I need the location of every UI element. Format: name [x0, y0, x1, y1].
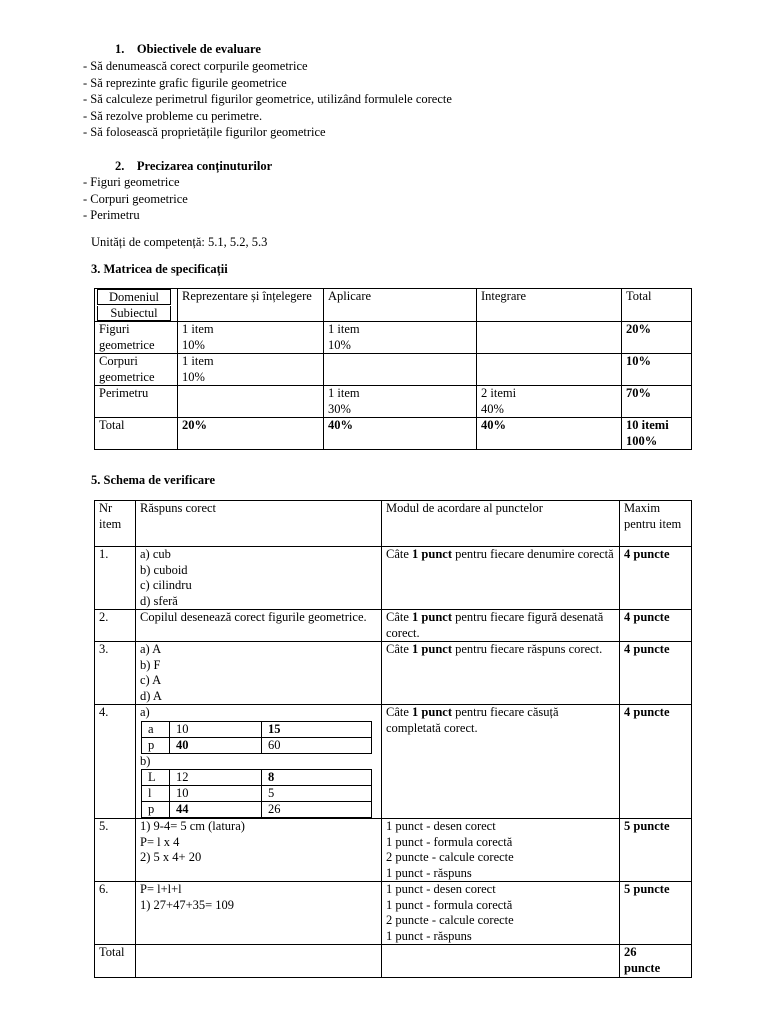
matrix-row	[95, 354, 692, 386]
matrix-total: 70%	[622, 386, 692, 418]
objective-item: - Să reprezinte grafic figurile geometrice	[83, 76, 287, 90]
objective-item: - Să rezolve probleme cu perimetre.	[83, 109, 263, 123]
matrix-total-label: Total	[95, 418, 178, 450]
content-item: - Perimetru	[83, 208, 140, 222]
scheme-row	[95, 705, 692, 819]
specification-matrix	[94, 288, 692, 450]
section3-title: 3. Matricea de specificații	[91, 262, 228, 276]
answer-table-b: L 12 8 l 10 5 p 44 26	[141, 769, 372, 818]
scheme-header-row	[95, 501, 692, 547]
item-number: 2.	[95, 610, 136, 642]
subject-label: Subiectul	[97, 306, 171, 321]
matrix-cell: 1 item 30%	[324, 386, 477, 418]
item-number: 5.	[95, 819, 136, 882]
matrix-total-cell: 40%	[324, 418, 477, 450]
matrix-subject: Perimetru	[95, 386, 178, 418]
correct-answer: Copilul desenează corect figurile geometrice.	[136, 610, 382, 642]
section5-title: 5. Schema de verificare	[91, 473, 216, 487]
matrix-row	[95, 322, 692, 354]
correct-answer: P= l+l+l 1) 27+47+35= 109	[136, 882, 382, 945]
max-points: 4 puncte	[620, 705, 692, 819]
scheme-total-row	[95, 945, 692, 978]
scheme-row	[95, 610, 692, 642]
header-maxim: Maxim pentru item	[620, 501, 692, 547]
matrix-total: 10%	[622, 354, 692, 386]
scoring-method: 1 punct - desen corect 1 punct - formula corectă 2 puncte - calcule corecte 1 punct - răspuns	[382, 819, 620, 882]
matrix-grand-total: 10 itemi 100%	[622, 418, 692, 450]
scoring-method: Câte 1 punct pentru fiecare figură desenată corect.	[382, 610, 620, 642]
verification-scheme	[94, 500, 692, 978]
domain-label: Domeniul	[97, 289, 171, 305]
matrix-cell: 1 item 10%	[178, 354, 324, 386]
section1-title: 1. Obiectivele de evaluare	[115, 42, 261, 56]
header-integrare: Integrare	[477, 289, 622, 322]
max-points: 4 puncte	[620, 610, 692, 642]
matrix-total: 20%	[622, 322, 692, 354]
matrix-cell	[178, 386, 324, 418]
header-total: Total	[622, 289, 692, 322]
matrix-total-cell: 20%	[178, 418, 324, 450]
content-item: - Corpuri geometrice	[83, 192, 188, 206]
header-nr-item: Nr item	[95, 501, 136, 547]
item-number: 3.	[95, 642, 136, 705]
objective-item: - Să folosească proprietățile figurilor geometrice	[83, 125, 326, 139]
scoring-method: Câte 1 punct pentru fiecare răspuns corect.	[382, 642, 620, 705]
total-points: 26 puncte	[620, 945, 692, 978]
max-points: 5 puncte	[620, 882, 692, 945]
header-aplicare: Aplicare	[324, 289, 477, 322]
correct-answer	[136, 705, 382, 819]
matrix-subject: Corpuri geometrice	[95, 354, 178, 386]
scoring-method: Câte 1 punct pentru fiecare denumire corectă	[382, 547, 620, 610]
item-number: 4.	[95, 705, 136, 819]
correct-answer: 1) 9-4= 5 cm (latura) P= l x 4 2) 5 x 4+ 20	[136, 819, 382, 882]
max-points: 5 puncte	[620, 819, 692, 882]
max-points: 4 puncte	[620, 547, 692, 610]
matrix-cell: 1 item 10%	[324, 322, 477, 354]
part-b-label: b)	[140, 753, 151, 768]
header-reprezentare: Reprezentare și înțelegere	[178, 289, 324, 322]
header-modul: Modul de acordare al punctelor	[382, 501, 620, 547]
matrix-cell	[477, 322, 622, 354]
answer-table-a: a 10 15 p 40 60	[141, 721, 372, 754]
matrix-cell: 2 itemi 40%	[477, 386, 622, 418]
correct-answer: a) A b) F c) A d) A	[136, 642, 382, 705]
total-label: Total	[95, 945, 136, 978]
correct-answer: a) cub b) cuboid c) cilindru d) sferă	[136, 547, 382, 610]
content-item: - Figuri geometrice	[83, 175, 180, 189]
scheme-row	[95, 642, 692, 705]
matrix-header-row	[95, 289, 692, 322]
matrix-cell	[324, 354, 477, 386]
matrix-subject: Figuri geometrice	[95, 322, 178, 354]
competency-units: Unități de competență: 5.1, 5.2, 5.3	[91, 235, 268, 249]
scoring-method: Câte 1 punct pentru fiecare căsuță completată corect.	[382, 705, 620, 819]
matrix-cell	[477, 354, 622, 386]
scheme-row	[95, 819, 692, 882]
scheme-row	[95, 547, 692, 610]
matrix-total-row	[95, 418, 692, 450]
scoring-method: 1 punct - desen corect 1 punct - formula corectă 2 puncte - calcule corecte 1 punct - răspuns	[382, 882, 620, 945]
scheme-row	[95, 882, 692, 945]
item-number: 1.	[95, 547, 136, 610]
matrix-row	[95, 386, 692, 418]
matrix-total-cell: 40%	[477, 418, 622, 450]
objective-item: - Să denumească corect corpurile geometrice	[83, 59, 308, 73]
max-points: 4 puncte	[620, 642, 692, 705]
section2-title: 2. Precizarea conținuturilor	[115, 159, 273, 173]
objective-item: - Să calculeze perimetrul figurilor geometrice, utilizând formulele corecte	[83, 92, 452, 106]
item-number: 6.	[95, 882, 136, 945]
matrix-cell: 1 item 10%	[178, 322, 324, 354]
part-a-label: a)	[140, 705, 150, 719]
header-raspuns: Răspuns corect	[136, 501, 382, 547]
